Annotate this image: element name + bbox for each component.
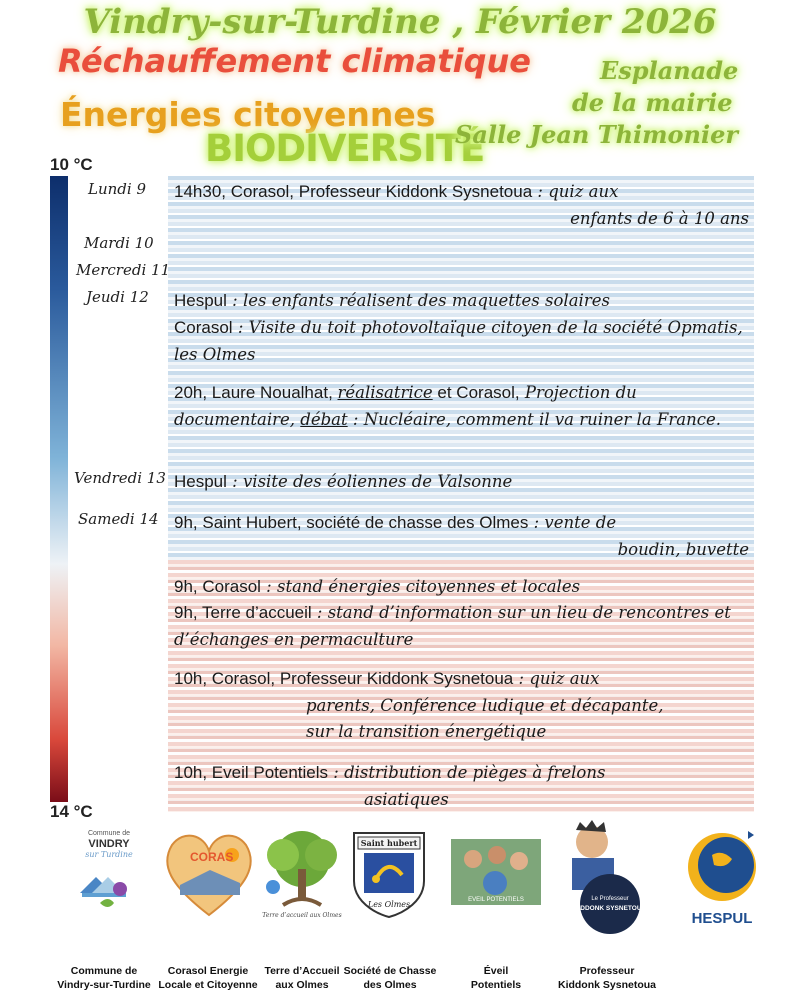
event-org-2: et Corasol, — [432, 383, 520, 402]
logo-professeur — [552, 820, 662, 935]
day-mardi: Mardi 10 — [84, 234, 154, 252]
theme-biodiversity: BIODIVERSITÉ — [205, 127, 485, 170]
logo-eveil-potentiels — [447, 825, 545, 920]
caption-line: des Olmes — [363, 979, 417, 991]
svg-text:CORAS: CORAS — [190, 850, 234, 864]
event-role: réalisatrice — [337, 383, 433, 402]
day-samedi: Samedi 14 — [78, 510, 159, 528]
venue-line-1: Esplanade — [600, 56, 739, 85]
event-desc-cont: enfants de 6 à 10 ans — [570, 208, 749, 228]
logo-terre-accueil — [253, 825, 351, 920]
caption-vindry — [48, 964, 160, 992]
svg-text:Terre d’accueil aux Olmes: Terre d’accueil aux Olmes — [262, 912, 342, 919]
event-org: Hespul — [174, 291, 227, 310]
event-samedi-2 — [174, 574, 749, 601]
svg-text:sur Turdine: sur Turdine — [85, 850, 133, 859]
caption-line: Corasol Energie — [167, 965, 249, 977]
event-desc: : Visite du toit photovoltaïque citoyen de la société Opmatis, les Olmes — [174, 318, 743, 364]
event-desc: : distribution de pièges à frelons — [328, 763, 606, 782]
caption-line: Locale et Citoyenne — [158, 979, 258, 991]
event-org: 9h, Corasol — [174, 577, 261, 596]
caption-chasse — [334, 964, 446, 992]
hespul-wordmark: HESPUL — [691, 910, 753, 927]
event-desc: : les enfants réalisent des maquettes solaires — [226, 291, 610, 310]
day-jeudi: Jeudi 12 — [86, 288, 149, 306]
theme-climate: Réchauffement climatique — [58, 42, 531, 80]
theme-energy: Énergies citoyennes — [60, 95, 436, 134]
logo-corasol — [160, 825, 258, 920]
caption-line: Société de Chasse — [343, 965, 437, 977]
temp-bottom-label: 14 °C — [50, 802, 93, 821]
event-vendredi — [174, 469, 749, 496]
event-desc-cont: boudin, buvette — [617, 539, 749, 559]
event-desc: : vente de — [528, 513, 617, 532]
svg-text:Le Professeur: Le Professeur — [591, 896, 629, 902]
event-desc-cont: parents, Conférence ludique et décapante, — [306, 695, 664, 715]
caption-line: Éveil — [483, 965, 509, 977]
svg-text:Saint hubert: Saint hubert — [360, 838, 418, 848]
caption-line: aux Olmes — [275, 979, 329, 991]
event-desc-cont: asiatiques — [364, 789, 449, 809]
event-desc-2: : Nucléaire, comment il va ruiner la France. — [347, 409, 721, 429]
event-desc: Projection du documentaire, — [174, 383, 637, 429]
temperature-bar — [50, 176, 68, 802]
event-desc: : visite des éoliennes de Valsonne — [226, 472, 513, 491]
event-org: 9h, Saint Hubert, société de chasse des Olmes — [174, 513, 529, 532]
day-mercredi: Mercredi 11 — [76, 261, 171, 279]
logo-vindry — [60, 825, 158, 920]
caption-line: Potentiels — [470, 979, 522, 991]
svg-text:EVEIL POTENTIELS: EVEIL POTENTIELS — [468, 897, 524, 903]
event-jeudi-1 — [174, 288, 749, 315]
poster-title: Vindry-sur-Turdine , Février 2026 — [83, 2, 717, 42]
event-desc: : stand énergies citoyennes et locales — [260, 577, 581, 596]
svg-text:KIDDONK SYSNETOUA: KIDDONK SYSNETOUA — [573, 905, 647, 912]
caption-line: Terre d’Accueil — [264, 965, 340, 977]
event-desc: : stand d’information sur un lieu de rencontres et d’échanges en permaculture — [174, 603, 731, 649]
event-org: 10h, Eveil Potentiels — [174, 763, 329, 782]
venue-line-3: Salle Jean Thimonier — [455, 120, 739, 149]
event-org: 10h, Corasol, Professeur Kiddonk Sysnetoua — [174, 669, 514, 688]
caption-line: Vindry-sur-Turdine — [57, 979, 151, 991]
event-samedi-4 — [174, 666, 749, 746]
temp-top-label: 10 °C — [50, 155, 93, 174]
event-samedi-3 — [174, 600, 749, 653]
day-lundi: Lundi 9 — [88, 180, 146, 198]
caption-prof — [551, 964, 663, 992]
caption-line: Professeur — [579, 965, 635, 977]
event-org: 14h30, Corasol, Professeur Kiddonk Sysnetoua — [174, 182, 533, 201]
logo-saint-hubert — [340, 825, 438, 920]
logo-hespul — [672, 825, 772, 930]
venue-line-2: de la mairie — [572, 88, 733, 117]
event-samedi-5 — [174, 760, 749, 813]
event-desc-cont-2: sur la transition énergétique — [306, 722, 547, 741]
caption-line: Kiddonk Sysnetoua — [557, 979, 656, 991]
event-org: 20h, Laure Noualhat, — [174, 383, 338, 402]
day-vendredi: Vendredi 13 — [74, 469, 166, 487]
event-jeudi-3 — [174, 380, 749, 433]
event-debat: débat — [300, 409, 348, 429]
event-org: 9h, Terre d’accueil — [174, 603, 312, 622]
event-lundi — [174, 179, 749, 232]
svg-text:VINDRY: VINDRY — [88, 838, 130, 850]
event-jeudi-2 — [174, 315, 749, 368]
event-org: Corasol — [174, 318, 233, 337]
event-desc: : quiz aux — [532, 182, 619, 201]
svg-text:Commune de: Commune de — [87, 830, 131, 837]
caption-line: Commune de — [70, 965, 138, 977]
event-desc: : quiz aux — [513, 669, 600, 688]
caption-eveil — [440, 964, 552, 992]
event-org: Hespul — [174, 472, 227, 491]
svg-text:Les Olmes: Les Olmes — [367, 900, 411, 909]
event-samedi-1 — [174, 510, 749, 563]
